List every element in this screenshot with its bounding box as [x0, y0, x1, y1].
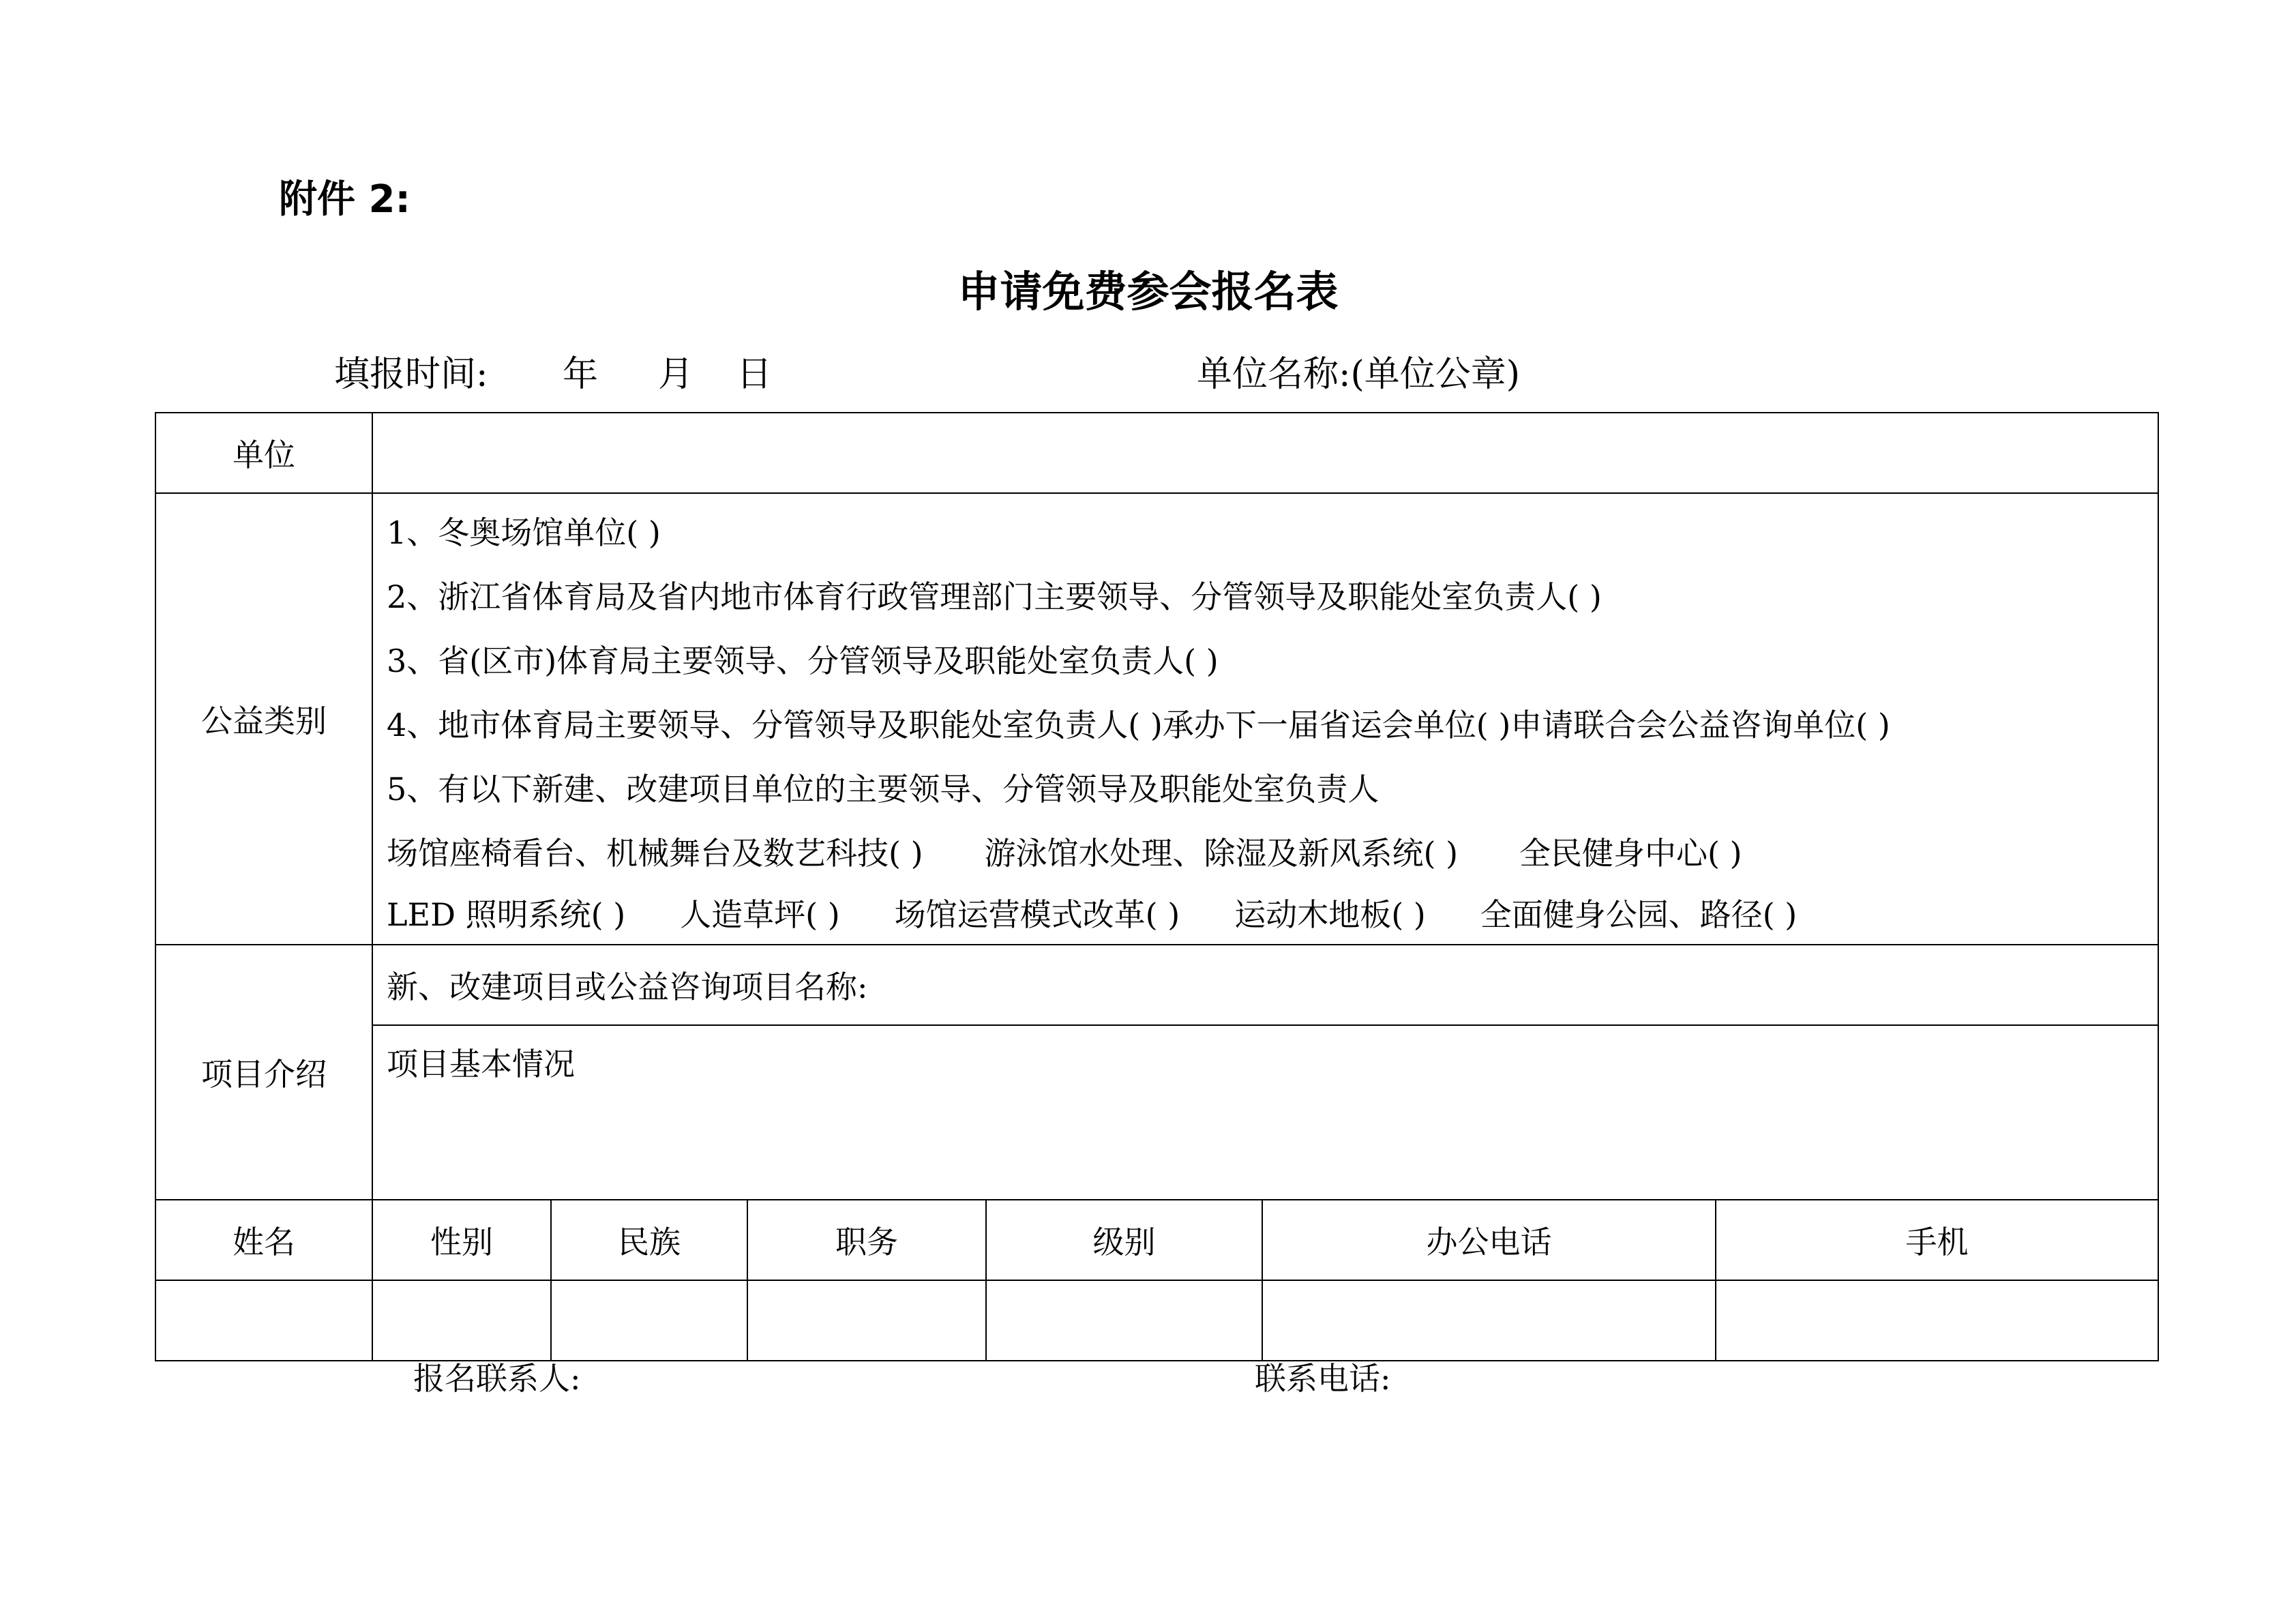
category-options-cell [372, 493, 2158, 945]
project-type-item[interactable]: 全民健身中心( ) [1519, 835, 1742, 872]
project-basic-cell[interactable]: 项目基本情况 [372, 1025, 2158, 1200]
position-input-cell[interactable] [747, 1280, 986, 1361]
fill-year-label: 年 [563, 354, 599, 395]
category-item[interactable]: 1、冬奥场馆单位( ) [387, 514, 661, 551]
person-data-row [155, 1280, 2158, 1361]
col-ethnicity: 民族 [551, 1200, 747, 1280]
project-types-row-2 [387, 885, 2158, 944]
registration-table [155, 412, 2159, 1361]
col-position: 职务 [747, 1200, 986, 1280]
unit-name-label: 单位名称:(单位公章) [1197, 354, 1521, 395]
person-header-row [155, 1200, 2158, 1280]
category-item[interactable]: 3、省(区市)体育局主要领导、分管领导及职能处室负责人( ) [387, 643, 1219, 679]
project-type-item[interactable]: LED 照明系统( ) [387, 896, 626, 933]
project-type-item[interactable]: 场馆座椅看台、机械舞台及数艺科技( ) [387, 835, 923, 872]
col-level: 级别 [986, 1200, 1262, 1280]
contact-phone-label: 联系电话: [1255, 1360, 1391, 1397]
category-item[interactable]: 2、浙江省体育局及省内地市体育行政管理部门主要领导、分管领导及职能处室负责人( ) [387, 578, 1602, 615]
project-type-item[interactable]: 运动木地板( ) [1234, 896, 1426, 933]
project-type-item[interactable]: 游泳馆水处理、除湿及新风系统( ) [984, 835, 1459, 872]
project-name-cell[interactable]: 新、改建项目或公益咨询项目名称: [372, 945, 2158, 1025]
fill-time-label: 填报时间: [334, 354, 488, 395]
attachment-label: 附件 2: [279, 177, 411, 222]
fill-day-label: 日 [736, 354, 773, 395]
category-row [155, 493, 2158, 945]
contact-person-label: 报名联系人: [413, 1360, 581, 1397]
col-mobile: 手机 [1716, 1200, 2158, 1280]
project-type-item[interactable]: 全面健身公园、路径( ) [1480, 896, 1798, 933]
unit-input-cell[interactable] [372, 413, 2158, 493]
mobile-input-cell[interactable] [1716, 1280, 2158, 1361]
col-gender: 性别 [372, 1200, 551, 1280]
gender-input-cell[interactable] [372, 1280, 551, 1361]
fill-month-label: 月 [658, 354, 694, 395]
level-input-cell[interactable] [986, 1280, 1262, 1361]
office-phone-input-cell[interactable] [1262, 1280, 1716, 1361]
project-basic-row [155, 1025, 2158, 1200]
name-input-cell[interactable] [155, 1280, 372, 1361]
ethnicity-input-cell[interactable] [551, 1280, 747, 1361]
form-title: 申请免费参会报名表 [957, 267, 1339, 316]
project-types-row-1 [387, 821, 2158, 885]
category-label: 公益类别 [155, 493, 372, 945]
project-type-item[interactable]: 场馆运营模式改革( ) [894, 896, 1180, 933]
category-item[interactable]: 5、有以下新建、改建项目单位的主要领导、分管领导及职能处室负责人 [387, 771, 1380, 808]
col-office-phone: 办公电话 [1262, 1200, 1716, 1280]
project-type-item[interactable]: 人造草坪( ) [680, 896, 840, 933]
col-name: 姓名 [155, 1200, 372, 1280]
category-item[interactable]: 4、地市体育局主要领导、分管领导及职能处室负责人( )承办下一届省运会单位( )申请联合会公益咨询单位( ) [387, 707, 1890, 743]
unit-label: 单位 [155, 413, 372, 493]
unit-row [155, 413, 2158, 493]
project-label: 项目介绍 [155, 945, 372, 1200]
project-name-row [155, 945, 2158, 1025]
